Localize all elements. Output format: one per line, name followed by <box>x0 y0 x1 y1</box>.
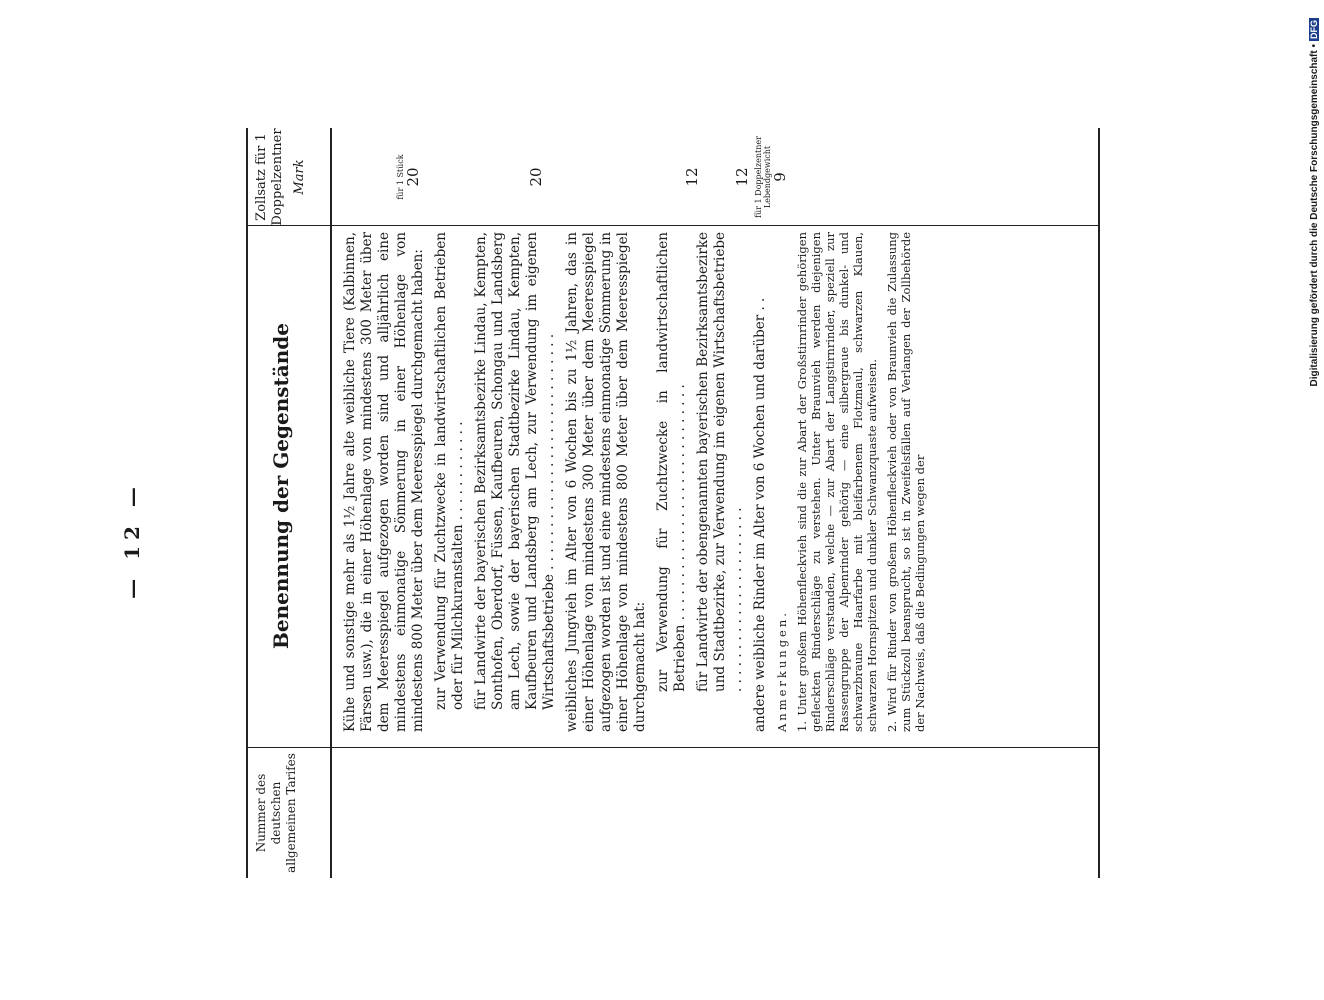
header-duty-label: Zollsatz für 1 Doppelzentner <box>254 128 285 226</box>
note-2: 2. Wird für Rinder von großem Höhenfleckvieh oder von Braunvieh die Zulassung zum Stückzoll beansprucht, so ist in Zweifelsfällen auf Verlangen der Zollbehörde der Nachweis, daß die Bedingungen wegen der <box>885 232 927 732</box>
duty-cows-bavaria: 20 <box>527 167 545 187</box>
header-designation-column: Benennung der Gegenstände <box>269 323 293 649</box>
duty-young-bavaria: 12 <box>733 167 751 187</box>
note-1: 1. Unter großem Höhenfleckvieh sind die zur Abart der Großstirnrinder gehörigen gefleckten Rinderschläge zu verstehen. Unter Braunvieh werden diejenigen Rinderschläge verstanden, welche — zur Abart der Langstirnrinder, speziell zur Rassengruppe der Alpenrinder gehörig — eine silbergraue bis dunkel- und schwarzbraune Haarfarbe mit bleifarbenem Flotzmaul, schwarzen Klauen, schwarzen Hornspitzen und dunkler Schwanzquaste aufweisen. <box>795 232 879 732</box>
duty-young-breeding: 12 <box>683 167 701 187</box>
paragraph-young-breeding: zur Verwendung für Zuchtzwecke in landwirtschaftlichen Betrieben . . . . . . . . . . . . . . . . . . . . . . . . . . . . <box>655 232 688 692</box>
paragraph-young-cattle: weibliches Jungvieh im Alter von 6 Wochen bis zu 1½ Jahren, das in einer Höhenlage von mindestens 300 Meter über dem Meeresspiegel aufgezogen worden ist und eine mindestens einmonatige Sömmerung in einer Höhenlage von mindestens 800 Meter über dem Meeresspiegel durchgemacht hat: <box>564 232 648 732</box>
notes-heading: Anmerkungen. <box>775 610 789 732</box>
rotated-page <box>120 120 1120 960</box>
paragraph-young-bavaria: für Landwirte der obengenannten bayerischen Bezirksamtsbezirke und Stadtbezirke, zur Verwendung im eigenen Wirtschaftsbetriebe . . . . . . . . . . . . . . . . . . . . . . <box>695 232 745 692</box>
funding-text: Digitalisierung gefördert durch die Deutsche Forschungsgemeinschaft • <box>1309 44 1320 387</box>
header-duty-unit: Mark <box>292 159 307 195</box>
designation-text <box>342 232 933 732</box>
header-number-column: Nummer des deutschen allgemeinen Tarifes <box>254 753 298 873</box>
tariff-table <box>246 128 1100 878</box>
per-dz-label: für 1 Doppelzentner Lebendgewicht <box>754 136 772 218</box>
funding-note <box>1309 18 1323 398</box>
per-piece-label: für 1 Stück <box>396 154 405 200</box>
paragraph-other-cattle: andere weibliche Rinder im Alter von 6 Wochen und darüber . . <box>752 297 768 732</box>
header-duty-column <box>254 128 326 226</box>
paragraph-cows: Kühe und sonstige mehr als 1½ Jahre alte weibliche Tiere (Kalbinnen, Färsen usw.), die in einer Höhenlage von mindestens 300 Meter über dem Meeresspiegel aufgezogen worden sind und alljährlich eine mindestens einmonatige Sömmerung in einer Höhenlage von mindestens 800 Meter über dem Meeresspiegel durchgemacht haben: <box>342 232 426 732</box>
paragraph-cows-breeding: zur Verwendung für Zuchtzwecke in landwirtschaftlichen Betrieben oder für Milchkuranstalten . . . . . . . . . . . . <box>433 232 466 710</box>
column-divider-left <box>248 747 1098 748</box>
paragraph-cows-bavaria: für Landwirte der bayerischen Bezirksamtsbezirke Lindau, Kempten, Sonthofen, Oberdorf, Füssen, Kaufbeuren, Schongau und Landsberg am Lech, sowie der bayerischen Stadtbezirke Lindau, Kempten, Kaufbeuren und Landsberg am Lech, zur Verwendung im eigenen Wirtschaftsbetriebe . . . . . . . . . . . . . . . . . . . . . . . . . . . . <box>473 232 557 710</box>
duty-cows-breeding: für 1 Stück 20 <box>396 128 422 226</box>
dfg-logo: DFG <box>1309 20 1319 39</box>
duty-other-cattle: für 1 Doppelzentner Lebendgewicht 9 <box>754 128 789 226</box>
page-number: — 12 — <box>120 481 144 599</box>
duty-values <box>342 128 1082 226</box>
